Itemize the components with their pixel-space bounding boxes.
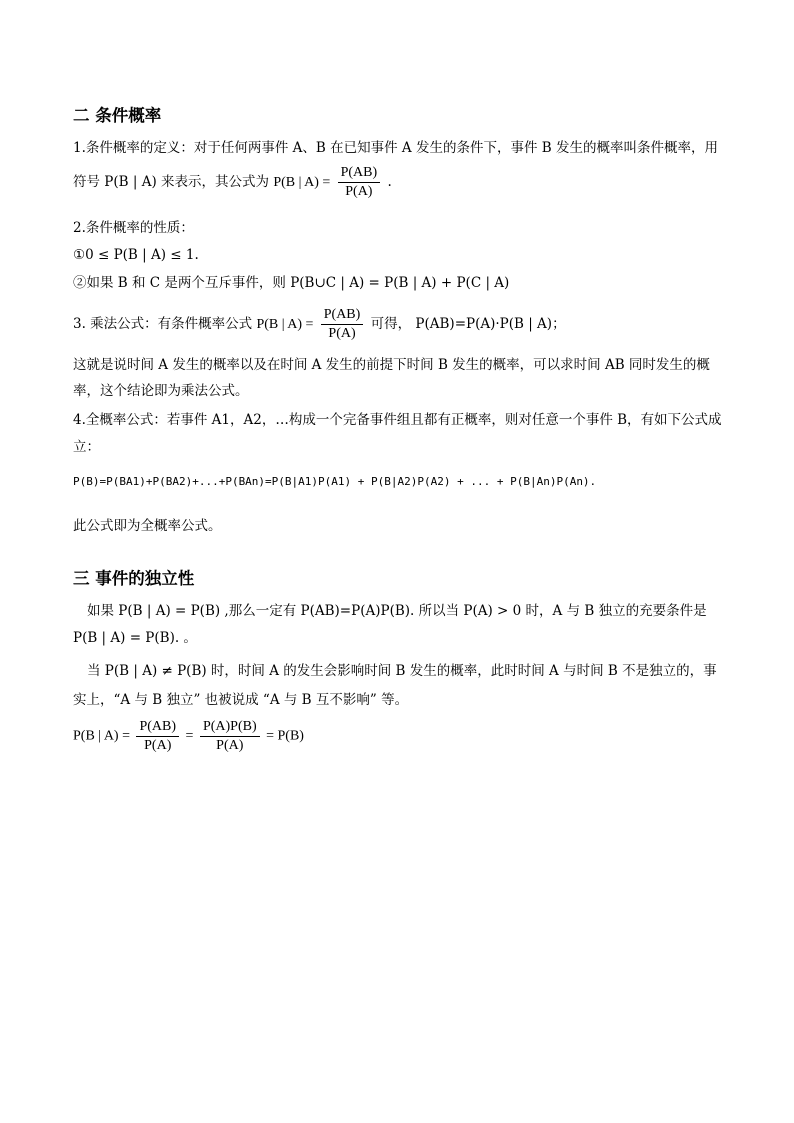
section-heading-conditional-probability: 二 条件概率 (73, 106, 162, 125)
independence-formula (73, 718, 304, 755)
formula-lhs: P(B | A) = (256, 317, 314, 332)
formula-rhs: = P(B) (266, 728, 304, 744)
properties-title: 2.条件概率的性质： (73, 220, 194, 236)
formula-fraction-2 (200, 718, 260, 755)
definition-line-1: 1.条件概率的定义：对于任何两事件 A、B 在已知事件 A 发生的条件下，事件 B 发生的概率叫条件概率，用 (73, 140, 718, 156)
fraction-denominator: P(A) (345, 184, 373, 199)
fraction-numerator: P(AB) (321, 306, 364, 325)
multiplication-explanation-line-1: 这就是说时间 A 发生的概率以及在时间 A 发生的前提下时间 B 发生的概率，可以求时间 AB 同时发生的概 (73, 357, 710, 373)
fraction-denominator: P(A) (144, 738, 172, 753)
fraction-numerator: P(AB) (136, 718, 179, 737)
multiplication-rule-line (73, 306, 566, 343)
fraction-denominator: P(A) (216, 738, 244, 753)
formula-equals: = (185, 728, 194, 744)
fraction-numerator: P(AB) (338, 164, 381, 183)
formula-lhs: P(B | A) = (273, 175, 331, 190)
total-probability-line-1: 4.全概率公式：若事件 A1，A2，…构成一个完备事件组且都有正概率，则对任意一个事件 B，有如下公式成 (73, 412, 722, 428)
section-heading-independence: 三 事件的独立性 (73, 569, 195, 588)
multiplication-explanation-line-2: 率，这个结论即为乘法公式。 (73, 383, 249, 399)
total-probability-conclusion: 此公式即为全概率公式。 (73, 518, 222, 534)
fraction-denominator: P(A) (328, 326, 356, 341)
dependence-line-2: 实上，“A 与 B 独立” 也被说成 “A 与 B 互不影响” 等。 (73, 692, 409, 708)
total-probability-formula: P(B)=P(BA1)+P(BA2)+...+P(BAn)=P(B|A1)P(A1) + P(B|A2)P(A2) + ... + P(B|An)P(An). (73, 475, 597, 488)
formula-lhs: P(B | A) = (73, 728, 130, 744)
formula-fraction-1 (136, 718, 179, 755)
formula-period: . (387, 174, 392, 190)
multiplication-rule-result: 可得， P(AB)=P(A)·P(B | A)； (370, 316, 566, 332)
property-item-1: ①0 ≤ P(B | A) ≤ 1. (73, 247, 199, 263)
definition-text: 符号 P(B | A) 来表示，其公式为 (73, 174, 270, 190)
independence-line-2: P(B | A) = P(B). 。 (73, 630, 197, 646)
multiplication-rule-text: 3. 乘法公式：有条件概率公式 (73, 316, 253, 332)
definition-line-2 (73, 164, 392, 201)
dependence-line-1: 当 P(B | A) ≠ P(B) 时，时间 A 的发生会影响时间 B 发生的概率，此时时间 A 与时间 B 不是独立的，事 (87, 663, 717, 679)
property-item-2: ②如果 B 和 C 是两个互斥事件，则 P(B∪C | A) = P(B | A) + P(C | A) (73, 275, 510, 291)
formula-fraction (338, 164, 381, 201)
total-probability-line-2: 立： (73, 439, 100, 455)
formula-fraction (321, 306, 364, 343)
independence-line-1: 如果 P(B | A) = P(B) ,那么一定有 P(AB)=P(A)P(B). 所以当 P(A) > 0 时，A 与 B 独立的充要条件是 (87, 603, 707, 619)
fraction-numerator: P(A)P(B) (200, 718, 260, 737)
